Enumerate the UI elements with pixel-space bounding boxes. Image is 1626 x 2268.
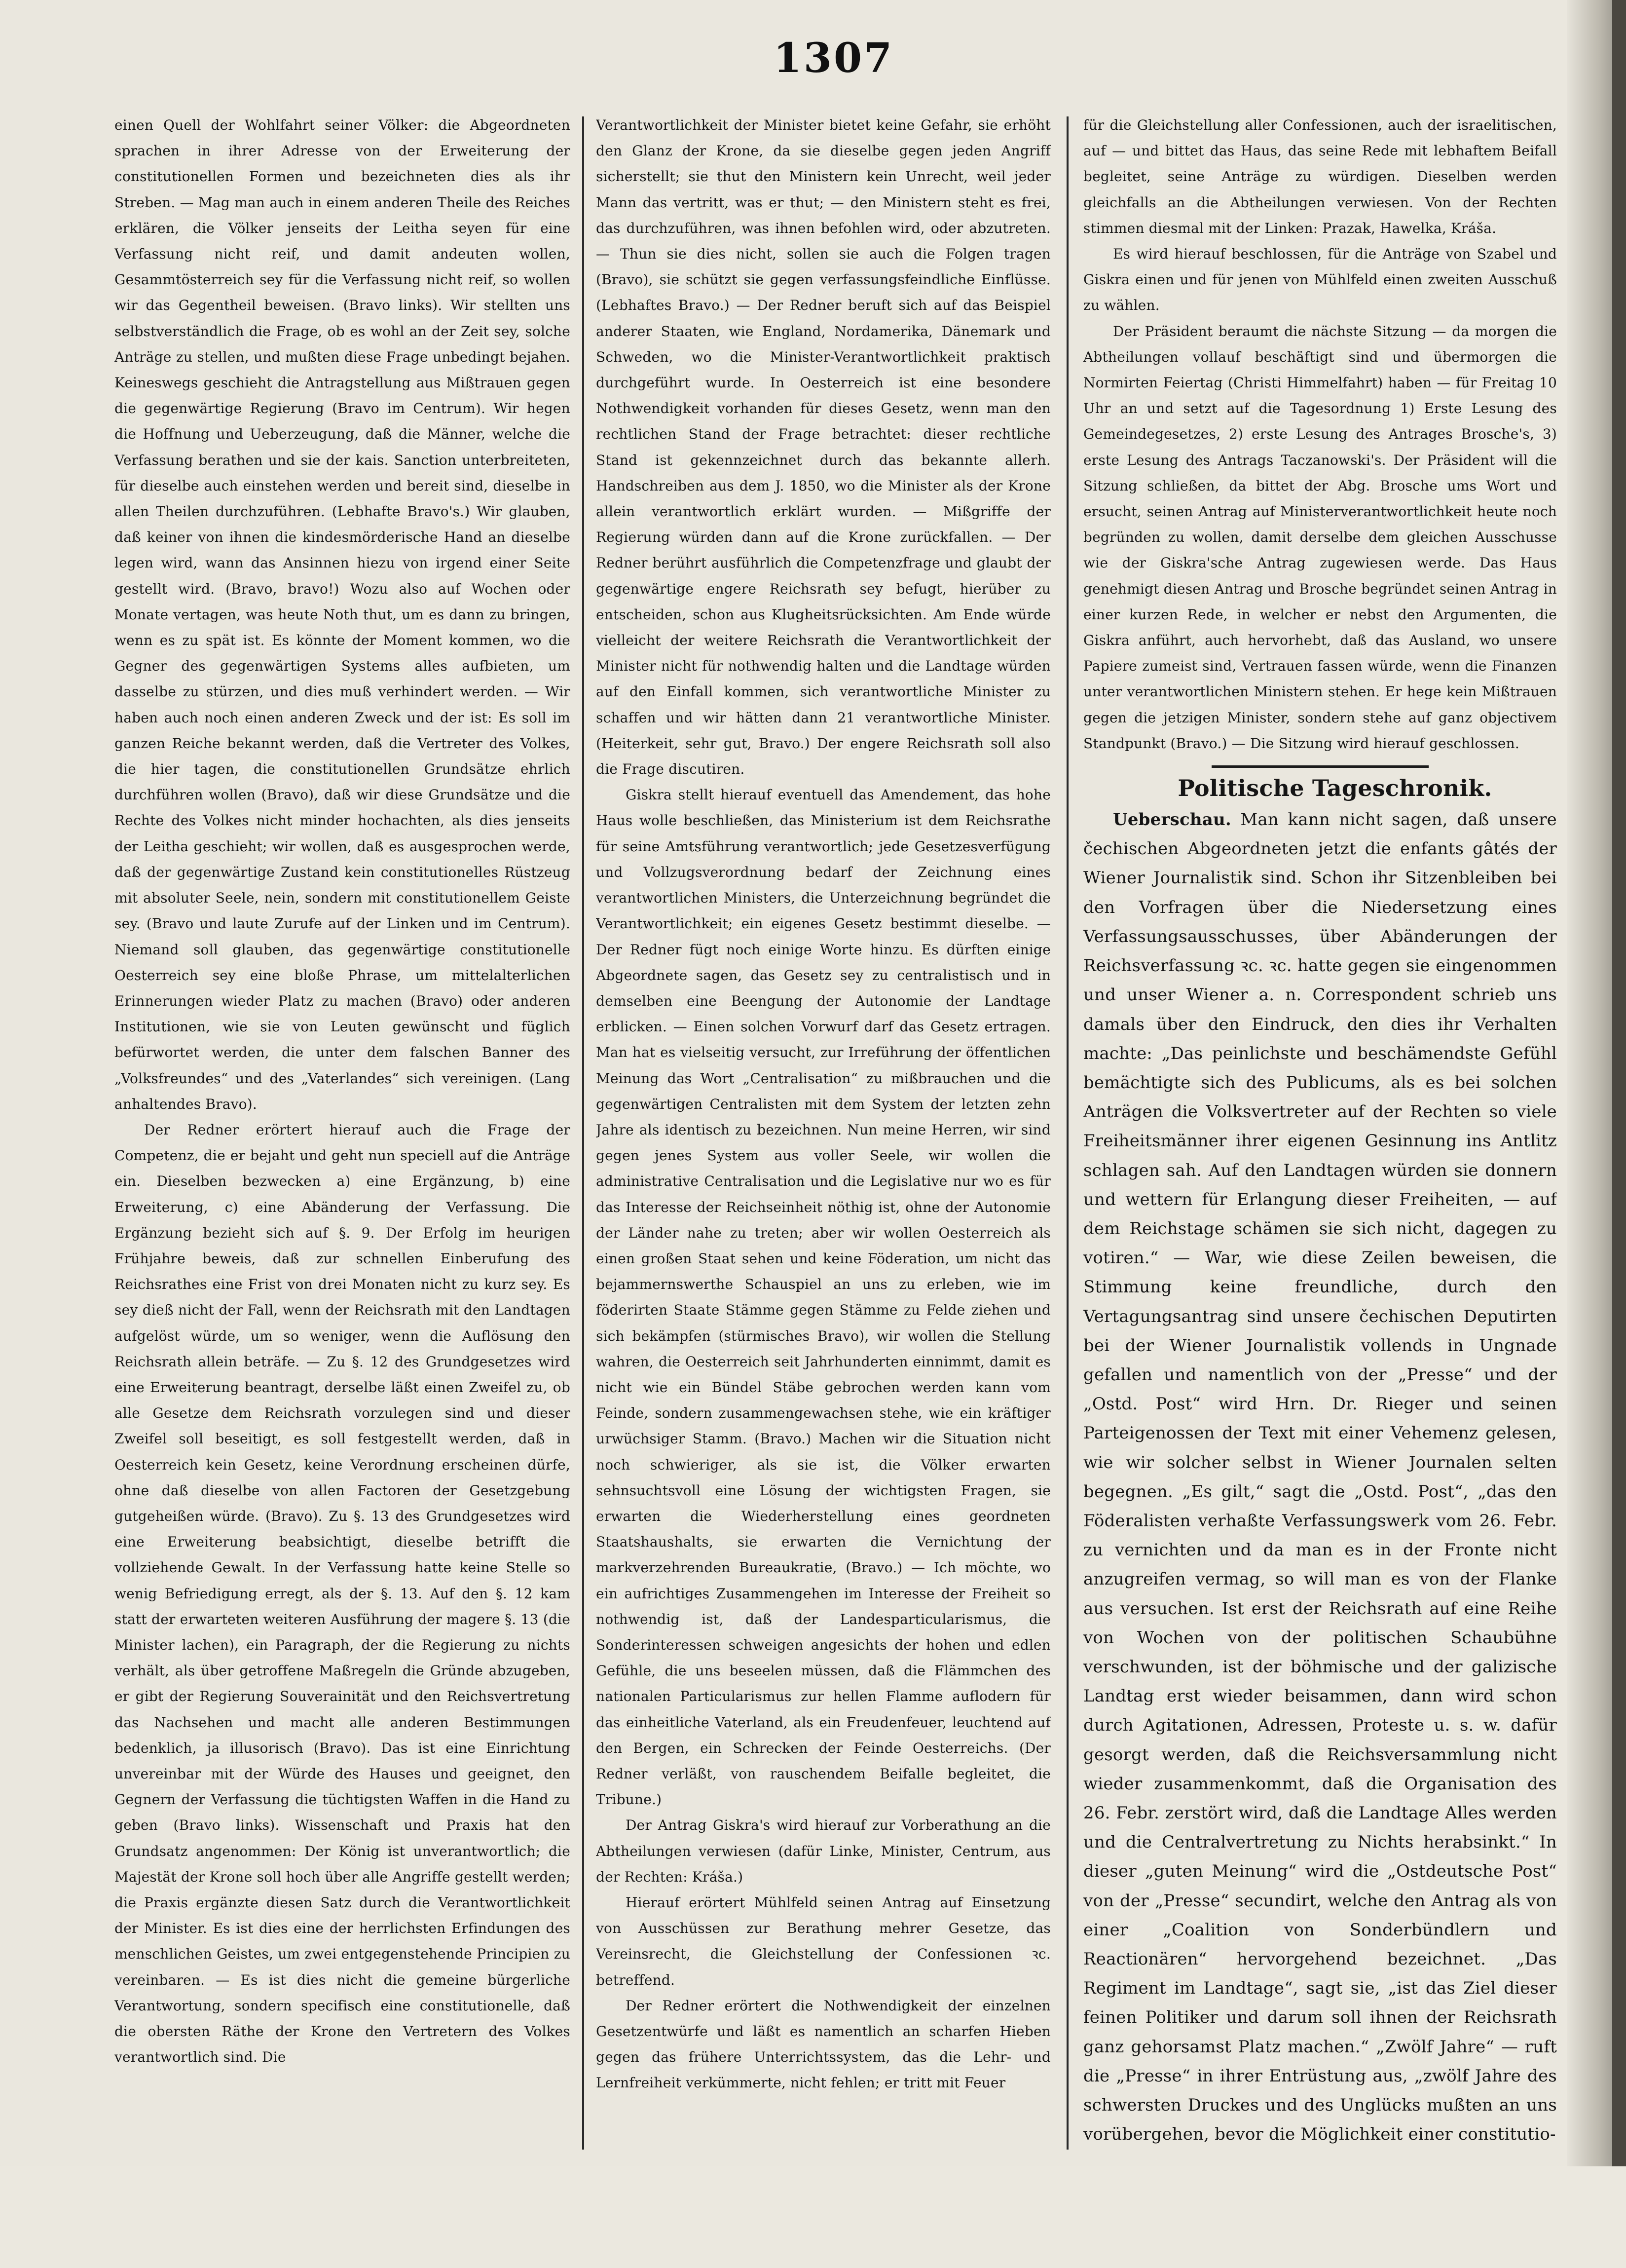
- lead-word: Ueberschau.: [1113, 810, 1231, 830]
- section-rule: [1212, 765, 1429, 771]
- paragraph: Der Redner erörtert die Nothwendigkeit der einzelnen Gesetzentwürfe und läßt es namentlich an scharfen Hieben gegen das frühere Unterrichtssystem, das die Lehr- und Lernfreiheit verkümmerte, nicht fehlen; er tritt mit Feuer: [596, 1997, 1051, 2091]
- text-column-1: [114, 113, 570, 2160]
- paragraph: Hierauf erörtert Mühlfeld seinen Antrag auf Einsetzung von Ausschüssen zur Berathung mehrer Gesetze, das Vereinsrecht, die Gleichstellung der Confessionen ꝛc. betreffend.: [596, 1894, 1051, 1988]
- chronicle-text: Man kann nicht sagen, daß unsere čechischen Abgeordneten jetzt die enfants gâtés der Wiener Journalistik sind. Schon ihr Sitzenbleiben bei den Vorfragen über die Niedersetzung eines Verfassungsausschusses, über Abänderungen der Reichsverfassung ꝛc. ꝛc. hatte gegen sie eingenommen und unser Wiener a. n. Correspondent schrieb uns damals über den Eindruck, den dies ihr Verhalten machte: „Das peinlichste und beschämendste Gefühl bemächtigte sich des Publicums, als es bei solchen Anträgen die Volksvertreter auf der Rechten so viele Freiheitsmänner ihrer eigenen Gesinnung ins Antlitz schlagen sah. Auf den Landtagen würden sie donnern und wettern für Erlangung dieser Freiheiten, — auf dem Reichstage schämen sie sich nicht, dagegen zu votiren.“ — War, wie diese Zeilen beweisen, die Stimmung keine freundliche, durch den Vertagungsantrag sind unsere čechischen Deputirten bei der Wiener Journalistik vollends in Ungnade gefallen und namentlich von der „Presse“ und der „Ostd. Post“ wird Hrn. Dr. Rieger und seinen Parteigenossen der Text mit einer Vehemenz gelesen, wie wir solcher selbst in Wiener Journalen selten begegnen. „Es gilt,“ sagt die „Ostd. Post“, „das den Föderalisten verhaßte Verfassungswerk vom 26. Febr. zu vernichten und da man es in der Fronte nicht anzugreifen vermag, so will man es von der Flanke aus versuchen. Ist erst der Reichsrath auf eine Reihe von Wochen von der politischen Schaubühne verschwunden, ist der böhmische und der galizische Landtag erst wieder beisammen, dann wird schon durch Agitationen, Adressen, Proteste u. s. w. dafür gesorgt werden, daß die Reichsversammlung nicht wieder zusammenkommt, daß die Organisation des 26. Febr. zerstört wird, daß die Landtage Alles werden und die Centralvertretung zu Nichts herabsinkt.“ In dieser „guten Meinung“ wird die „Ostdeutsche Post“ von der „Presse“ secundirt, welche den Antrag als von einer „Coalition von Sonderbündlern und Reactionären“ hervorgehend bezeichnet. „Das Regiment im Landtage“, sagt sie, „ist das Ziel dieser feinen Politiker und darum soll ihnen der Reichsrath ganz gehorsamst Platz machen.“ „Zwölf Jahre“ — ruft die „Presse“ in ihrer Entrüstung aus, „zwölf Jahre des schwersten Druckes und des Unglücks mußten an uns vorübergehen, bevor die Möglichkeit einer constitutio-: [1083, 810, 1557, 2145]
- text-column-2: [596, 113, 1051, 2160]
- paragraph: Der Antrag Giskra's wird hierauf zur Vorberathung an die Abtheilungen verwiesen (dafür Linke, Minister, Centrum, aus der Rechten: Kráša.): [596, 1817, 1051, 1885]
- page-bottom-margin: [0, 2166, 1626, 2268]
- paragraph: für die Gleichstellung aller Confessionen, auch der israelitischen, auf — und bittet das Haus, das seine Rede mit lebhaftem Beifall begleitet, seine Anträge zu würdigen. Dieselben werden gleichfalls an die Abtheilungen verwiesen. Von der Rechten stimmen diesmal mit der Linken: Prazak, Hawelka, Kráša.: [1083, 117, 1557, 236]
- paragraph: Der Redner erörtert hierauf auch die Frage der Competenz, die er bejaht und geht nun speciell auf die Anträge ein. Dieselben bezwecken a) eine Ergänzung, b) eine Erweiterung, c) eine Abänderung der Verfassung. Die Ergänzung bezieht sich auf §. 9. Der Erfolg im heurigen Frühjahre beweis, daß zur schnellen Einberufung des Reichsrathes eine Frist von drei Monaten nicht zu kurz sey. Es sey dieß nicht der Fall, wenn der Reichsrath mit den Landtagen aufgelöst würde, um so weniger, wenn die Auflösung den Reichsrath allein beträfe. — Zu §. 12 des Grundgesetzes wird eine Erweiterung beantragt, derselbe läßt einen Zweifel zu, ob alle Gesetze dem Reichsrath vorzulegen sind und dieser Zweifel soll beseitigt, es soll festgestellt werden, daß in Oesterreich kein Gesetz, keine Verordnung erscheinen dürfe, ohne daß dieselbe von allen Factoren der Gesetzgebung gutgeheißen würde. (Bravo). Zu §. 13 des Grundgesetzes wird eine Erweiterung beabsichtigt, dieselbe betrifft die vollziehende Gewalt. In der Verfassung hatte keine Stelle so wenig Befriedigung erregt, als der §. 13. Auf den §. 12 kam statt der erwarteten weiteren Ausführung der magere §. 13 (die Minister lachen), ein Paragraph, der die Regierung zu nichts verhält, als über getroffene Maßregeln die Gründe abzugeben, er gibt der Regierung Souverainität und den Reichsvertretung das Nachsehen und macht alle anderen Bestimmungen bedenklich, ja illusorisch (Bravo). Das ist eine Einrichtung unvereinbar mit der Würde des Hauses und geeignet, den Gegnern der Verfassung die tüchtigsten Waffen in die Hand zu geben (Bravo links). Wissenschaft und Praxis hat den Grundsatz angenommen: Der König ist unverantwortlich; die Majestät der Krone soll hoch über alle Angriffe gestellt werden; die Praxis ergänzte diesen Satz durch die Verantwortlichkeit der Minister. Es ist dies eine der herrlichsten Erfindungen des menschlichen Geistes, um zwei entgegenstehende Principien zu vereinbaren. — Es ist dies nicht die gemeine bürgerliche Verantwortung, sondern specifisch eine constitutionelle, daß die obersten Räthe der Krone den Vertretern des Volkes verantwortlich sind. Die: [114, 1121, 570, 2066]
- chronicle-paragraph: [1083, 805, 1557, 2149]
- paragraph: Giskra stellt hierauf eventuell das Amendement, das hohe Haus wolle beschließen, das Ministerium ist dem Reichsrathe für seine Amtsführung verantwortlich; jede Gesetzesverfügung und Vollzugsverordnung bedarf der Zeichnung eines verantwortlichen Ministers, die Unterzeichnung begründet die Verantwortlichkeit; ein eigenes Gesetz bestimmt dieselbe. — Der Redner fügt noch einige Worte hinzu. Es dürften einige Abgeordnete sagen, das Gesetz sey zu centralistisch und in demselben eine Beengung der Autonomie der Landtage erblicken. — Einen solchen Vorwurf darf das Gesetz ertragen. Man hat es vielseitig versucht, zur Irreführung der öffentlichen Meinung das Wort „Centralisation“ zu mißbrauchen und die gegenwärtigen Centralisten mit dem System der letzten zehn Jahre als identisch zu bezeichnen. Nun meine Herren, wir sind gegen jenes System aus voller Seele, wir wollen die administrative Centralisation und die Legislative nur wo es für das Interesse der Reichseinheit nöthig ist, ohne der Autonomie der Länder nahe zu treten; aber wir wollen Oesterreich als einen großen Staat sehen und keine Föderation, um nicht das bejammernswerthe Schauspiel an uns zu erleben, wie im föderirten Staate Stämme gegen Stämme zu Felde ziehen und sich bekämpfen (stürmisches Bravo), wir wollen die Stellung wahren, die Oesterreich seit Jahrhunderten einnimmt, damit es nicht wie ein Bündel Stäbe gebrochen werden kann vom Feinde, sondern zusammengewachsen stehe, wie ein kräftiger urwüchsiger Stamm. (Bravo.) Machen wir die Situation nicht noch schwieriger, als sie ist, die Völker erwarten sehnsuchtsvoll eine Lösung der wichtigsten Fragen, sie erwarten die Wiederherstellung eines geordneten Staatshaushalts, sie erwarten die Vernichtung der markverzehrenden Bureaukratie, (Bravo.) — Ich möchte, wo ein aufrichtiges Zusammengehen im Interesse der Freiheit so nothwendig ist, daß der Landesparticularismus, die Sonderinteressen schweigen angesichts der hohen und edlen Gefühle, die uns beseelen müssen, daß die Flämmchen des nationalen Particularismus zur hellen Flamme auflodern für das einheitliche Vaterland, als ein Freudenfeuer, leuchtend auf den Bergen, ein Schrecken der Feinde Oesterreichs. (Der Redner verläßt, von rauschendem Beifalle begleitet, die Tribune.): [596, 787, 1051, 1808]
- page-number: 1307: [773, 35, 894, 82]
- text-column-3: [1083, 113, 1557, 2160]
- paragraph: einen Quell der Wohlfahrt seiner Völker: die Abgeordneten sprachen in ihrer Adresse von der Erweiterung der constitutionellen Formen und bezeichneten dies als ihr Streben. — Mag man auch in einem anderen Theile des Reiches erklären, die Völker jenseits der Leitha seyen für eine Verfassung nicht reif, und damit andeuten wollen, Gesammtösterreich sey für die Verfassung nicht reif, so wollen wir das Gegentheil beweisen. (Bravo links). Wir stellten uns selbstverständlich die Frage, ob es wohl an der Zeit sey, solche Anträge zu stellen, und mußten diese Frage unbedingt bejahen. Keineswegs geschieht die Antragstellung aus Mißtrauen gegen die gegenwärtige Regierung (Bravo im Centrum). Wir hegen die Hoffnung und Ueberzeugung, daß die Männer, welche die Verfassung berathen und sie der kais. Sanction unterbreiteten, für dieselbe auch einstehen werden und bereit sind, dieselbe in allen Theilen durchzuführen. (Lebhafte Bravo's.) Wir glauben, daß keiner von ihnen die kindesmörderische Hand an dieselbe legen wird, wann das Ansinnen hiezu von irgend einer Seite gestellt wird. (Bravo, bravo!) Wozu also auf Wochen oder Monate vertagen, was heute Noth thut, um es dann zu bringen, wenn es zu spät ist. Es könnte der Moment kommen, wo die Gegner des gegenwärtigen Systems alles aufbieten, um dasselbe zu stürzen, und dies muß verhindert werden. — Wir haben auch noch einen anderen Zweck und der ist: Es soll im ganzen Reiche bekannt werden, daß die Vertreter des Volkes, die hier tagen, die constitutionellen Grundsätze ehrlich durchführen wollen (Bravo), daß wir diese Grundsätze und die Rechte des Volkes nicht minder hochachten, als dies jenseits der Leitha geschieht; wir wollen, daß es ausgesprochen werde, daß der gegenwärtige Zustand kein constitutionelles Rüstzeug mit absoluter Seele, nein, sondern mit constitutionellem Geiste sey. (Bravo und laute Zurufe auf der Linken und im Centrum). Niemand soll glauben, das gegenwärtige constitutionelle Oesterreich sey eine bloße Phrase, um mittelalterlichen Erinnerungen wieder Platz zu machen (Bravo) oder anderen Institutionen, wie sie von Leuten gewünscht und füglich befürwortet werden, die unter dem falschen Banner des „Volksfreundes“ und des „Vaterlandes“ sich vereinigen. (Lang anhaltendes Bravo).: [114, 117, 570, 1112]
- book-spine: [1612, 0, 1626, 2268]
- paragraph: Der Präsident beraumt die nächste Sitzung — da morgen die Abtheilungen vollauf beschäftigt sind und übermorgen die Normirten Feiertag (Christi Himmelfahrt) haben — für Freitag 10 Uhr an und setzt auf die Tagesordnung 1) Erste Lesung des Gemeindegesetzes, 2) erste Lesung des Antrages Brosche's, 3) erste Lesung des Antrags Taczanowski's. Der Präsident will die Sitzung schließen, da bittet der Abg. Brosche ums Wort und ersucht, seinen Antrag auf Ministerverantwortlichkeit heute noch begründen zu wollen, damit derselbe dem gleichen Ausschusse wie der Giskra'sche Antrag zugewiesen werde. Das Haus genehmigt diesen Antrag und Brosche begründet seinen Antrag in einer kurzen Rede, in welcher er nebst den Argumenten, die Giskra anführt, auch hervorhebt, daß das Ausland, wo unsere Papiere zumeist sind, Vertrauen fassen würde, wenn die Finanzen unter verantwortlichen Ministern stehen. Er hege kein Mißtrauen gegen die jetzigen Minister, sondern stehe auf ganz objectivem Standpunkt (Bravo.) — Die Sitzung wird hierauf geschlossen.: [1083, 323, 1557, 752]
- column-divider-1: [582, 116, 584, 2150]
- column-divider-2: [1067, 116, 1069, 2150]
- paragraph: Es wird hierauf beschlossen, für die Anträge von Szabel und Giskra einen und für jenen von Mühlfeld einen zweiten Ausschuß zu wählen.: [1083, 246, 1557, 314]
- section-heading: Politische Tageschronik.: [1178, 775, 1492, 802]
- paragraph: Verantwortlichkeit der Minister bietet keine Gefahr, sie erhöht den Glanz der Krone, da sie dieselbe gegen jeden Angriff sicherstellt; sie thut den Ministern kein Unrecht, weil jeder Mann das vertritt, was er thut; — den Ministern steht es frei, das durchzuführen, was ihnen befohlen wird, oder abzutreten. — Thun sie dies nicht, sollen sie auch die Folgen tragen (Bravo), sie schützt sie gegen verfassungsfeindliche Einflüsse. (Lebhaftes Bravo.) — Der Redner beruft sich auf das Beispiel anderer Staaten, wie England, Nordamerika, Dänemark und Schweden, wo die Minister-Verantwortlichkeit praktisch durchgeführt wurde. In Oesterreich ist eine besondere Nothwendigkeit vorhanden für dieses Gesetz, wenn man den rechtlichen Stand der Frage betrachtet: dieser rechtliche Stand ist gekennzeichnet durch das bekannte allerh. Handschreiben aus dem J. 1850, wo die Minister als der Krone allein verantwortlich erklärt wurden. — Mißgriffe der Regierung würden dann auf die Krone zurückfallen. — Der Redner berührt ausführlich die Competenzfrage und glaubt der gegenwärtige engere Reichsrath sey befugt, hierüber zu entscheiden, schon aus Klugheitsrücksichten. Am Ende würde vielleicht der weitere Reichsrath die Verantwortlichkeit der Minister nicht für nothwendig halten und die Landtage würden auf den Einfall kommen, sich verantwortliche Minister zu schaffen und wir hätten dann 21 verantwortliche Minister. (Heiterkeit, sehr gut, Bravo.) Der engere Reichsrath soll also die Frage discutiren.: [596, 117, 1051, 778]
